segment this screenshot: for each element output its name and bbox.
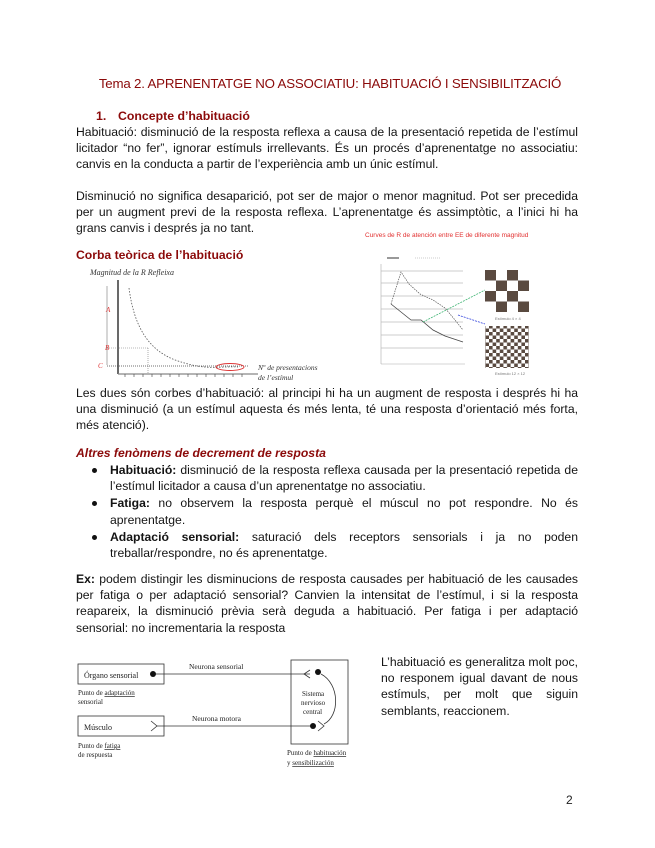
term: Adaptació sensorial: bbox=[110, 529, 240, 544]
other-phenomena-heading: Altres fenòmens de decrement de resposta bbox=[76, 446, 326, 460]
example-paragraph bbox=[76, 571, 578, 636]
habituation-definition: Habituació: disminució de la resposta reflexa a causa de la presentació repetida de l’estímul licitador “no fer”, ignorar estímuls irrellevants. És un procés d’aprenentatge no associatiu: canvis en la conducta a partir de l’experiència amb un únic estímul. bbox=[76, 125, 578, 172]
svg-text:y sensibilización: y sensibilización bbox=[287, 759, 334, 767]
list-item bbox=[90, 529, 578, 561]
decrease-paragraph: Disminució no significa desaparició, pot ser de major o menor magnitud. Pot ser precedida per un augment previ de la resposta reflexa. L’aprenentatge és assimptòtic, a l’inici hi ha grans canvis i després ja no tant. bbox=[76, 189, 578, 236]
marker-a: A bbox=[106, 306, 111, 314]
neural-pathway-diagram bbox=[74, 650, 374, 775]
x-axis-label-1: Nº de presentacions bbox=[258, 363, 318, 372]
svg-text:Punto de adaptación: Punto de adaptación bbox=[78, 689, 135, 697]
small-board-label: Estímulo 4 × 4 bbox=[495, 316, 521, 321]
marker-b: B bbox=[105, 344, 110, 352]
checkerboard-small bbox=[485, 270, 529, 312]
section-number: 1. bbox=[96, 109, 107, 123]
cns-label-2: nervioso bbox=[301, 699, 326, 707]
term-definition: saturació dels receptors sensorials i ja no poden treballar/respondre, no és aprenentatge. bbox=[110, 529, 578, 561]
svg-text:sensorial: sensorial bbox=[78, 698, 103, 706]
svg-text:Punto de habituación: Punto de habituación bbox=[287, 749, 347, 757]
figure-right-caption: Curves de R de atención entre EE de diferente magnitud bbox=[365, 232, 529, 239]
x-axis-label-2: de l’estímul bbox=[258, 373, 294, 382]
sensory-neuron-label: Neurona sensorial bbox=[189, 662, 244, 671]
adaptation-point: adaptación bbox=[104, 689, 135, 697]
marker-c: C bbox=[98, 362, 103, 370]
curves-explanation: Les dues són corbes d’habituació: al principi hi ha un augment de resposta i després hi ha una disminució (a un estímul aquesta és més lenta, té una resposta d’orientació més forta, més atenció). bbox=[76, 386, 578, 433]
organ-box-label: Órgano sensorial bbox=[84, 671, 139, 680]
list-item bbox=[90, 462, 578, 494]
example-label: Ex: bbox=[76, 572, 95, 586]
example-text: podem distingir les disminucions de resposta causades per habituació de les causades per fatiga o per adaptació sensorial? Canvien la intensitat de l’estímul, i si la resposta reapareix, la disminució prèvia serà deguda a habituació. Per fatiga i per adaptació sensorial: no incrementaria la resposta bbox=[76, 572, 578, 635]
term: Fatiga: bbox=[110, 496, 150, 511]
curve-heading: Corba teòrica de l’habituació bbox=[76, 248, 244, 262]
checkerboard-large bbox=[485, 326, 529, 368]
term: Habituació: bbox=[110, 463, 177, 477]
svg-text:de respuesta: de respuesta bbox=[78, 751, 113, 759]
phenomena-list bbox=[90, 462, 578, 562]
habituation-point: habituación bbox=[313, 749, 347, 757]
muscle-box-label: Músculo bbox=[84, 723, 112, 732]
section-heading-text: Concepte d’habituació bbox=[118, 109, 250, 123]
y-axis-label: Magnitud de la R Refleixa bbox=[90, 268, 174, 277]
motor-neuron-label: Neurona motora bbox=[192, 714, 241, 723]
fatigue-point: fatiga bbox=[104, 742, 121, 750]
bullet-icon bbox=[92, 468, 97, 473]
term-definition: disminució de la resposta reflexa causada per la presentació repetida de l’estímul licitador a causa d’un aprenentatge no associatiu. bbox=[110, 463, 578, 494]
cns-label-3: central bbox=[303, 708, 323, 716]
svg-text:Punto de fatiga: Punto de fatiga bbox=[78, 742, 121, 750]
list-item bbox=[90, 495, 578, 527]
term-definition: no observem la resposta perquè el múscul no pot respondre. No és aprenentatge. bbox=[110, 496, 578, 527]
habituation-curve-figure bbox=[88, 266, 338, 384]
section-heading bbox=[96, 109, 250, 123]
bullet-icon bbox=[92, 535, 97, 540]
page-number: 2 bbox=[566, 793, 573, 807]
page-title: Tema 2. APRENENTATGE NO ASSOCIATIU: HABITUACIÓ I SENSIBILITZACIÓ bbox=[98, 76, 562, 91]
cns-label-1: Sistema bbox=[302, 690, 325, 698]
bullet-icon bbox=[92, 501, 97, 506]
generalization-note: L’habituació es generalitza molt poc, no responem igual davant de nous estímuls, per molt que siguin semblants, reaccionem. bbox=[381, 655, 578, 718]
attention-curves-figure bbox=[345, 234, 575, 379]
large-board-label: Estímulo 12 × 12 bbox=[495, 371, 526, 376]
